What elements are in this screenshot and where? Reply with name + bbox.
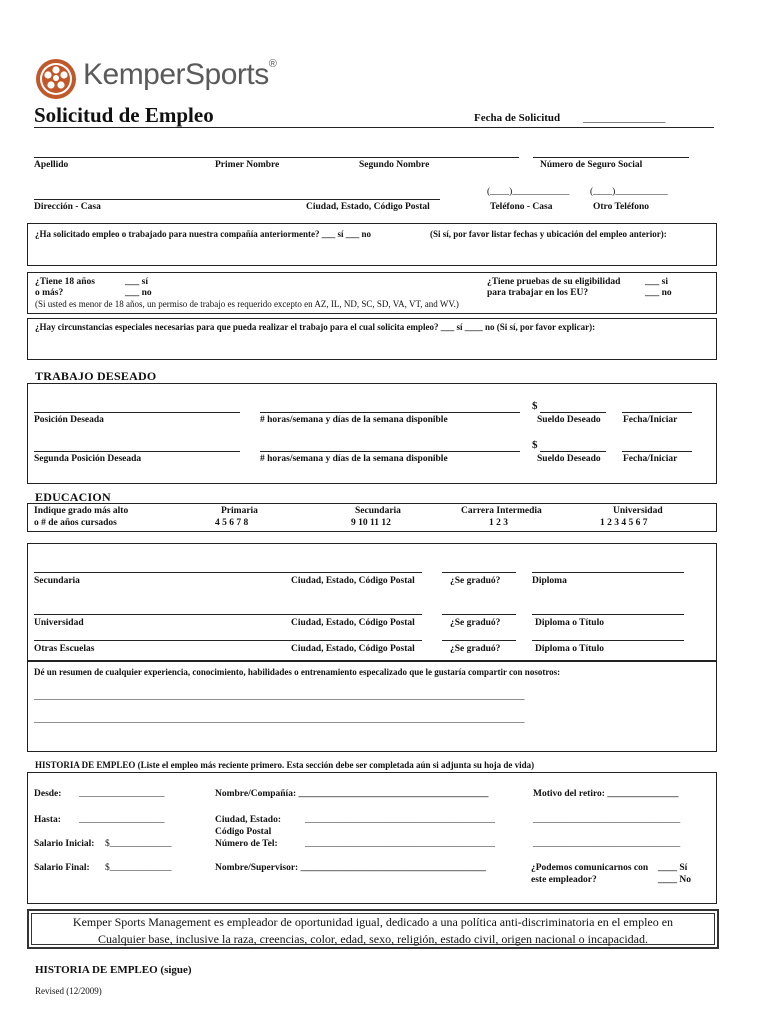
diploma-row3-label: Diploma o Título — [535, 644, 604, 654]
fecha2-label: Fecha/Iniciar — [623, 454, 678, 464]
graduo-row3-label: ¿Se graduó? — [450, 644, 501, 654]
ciudad-estado-field[interactable]: ________________________________________ — [305, 815, 495, 825]
school1-field[interactable] — [34, 572, 422, 573]
page-title: Solicitud de Empleo — [34, 103, 214, 127]
age-question: ¿Tiene 18 años — [35, 277, 96, 287]
ciudad-label: Ciudad, Estado, Código Postal — [306, 202, 430, 212]
other-phone-field[interactable]: (____)___________ — [590, 187, 668, 197]
apellido-label: Apellido — [34, 160, 69, 170]
universidad-label: Universidad — [613, 506, 663, 516]
ssn-field[interactable] — [533, 157, 689, 158]
pos2-field[interactable] — [34, 451, 240, 452]
primaria-options[interactable]: 4 5 6 7 8 — [215, 518, 249, 528]
dollar-sign-2: $ — [532, 439, 538, 451]
grad3-field[interactable] — [442, 640, 516, 641]
fecha1-label: Fecha/Iniciar — [623, 415, 678, 425]
school2-field[interactable] — [34, 614, 422, 615]
carrera-label: Carrera Intermedia — [461, 506, 542, 516]
diploma1-field[interactable] — [532, 572, 684, 573]
diploma-row1-label: Diploma — [532, 576, 567, 586]
salario-inicial-field[interactable]: $_____________ — [105, 839, 172, 849]
indique-label: Indique grado más alto — [34, 506, 129, 516]
date-label: Fecha de Solicitud — [474, 112, 561, 124]
telefono-casa-label: Teléfono - Casa — [490, 202, 553, 212]
ciudad-estado-label: Ciudad, Estado: — [215, 815, 281, 825]
secundaria-options[interactable]: 9 10 11 12 — [351, 518, 391, 528]
eligibility-yes[interactable]: ___ si — [645, 277, 668, 287]
title-divider — [34, 127, 714, 128]
ciudad-row2-label: Ciudad, Estado, Código Postal — [291, 618, 415, 628]
special-question: ¿Hay circunstancias especiales necesarias para que pueda realizar el trabajo para el cual solicita empleo? ___ sí ____ no (Si sí, por favor explicar): — [35, 322, 596, 332]
graduo-row1-label: ¿Se graduó? — [450, 576, 501, 586]
secundaria-row-label: Secundaria — [34, 576, 80, 586]
fecha2-field[interactable] — [622, 451, 692, 452]
eeo-line-1: Kemper Sports Management es empleador de oportunidad igual, dedicado a una política anti-discriminatoria en el empleo en — [72, 915, 674, 929]
numero-tel-field[interactable]: ________________________________________ — [305, 839, 495, 849]
prior-note: (Si sí, por favor listar fechas y ubicación del empleo anterior): — [430, 229, 667, 239]
codigo-postal-label: Código Postal — [215, 827, 272, 837]
historia-heading: HISTORIA DE EMPLEO (Liste el empleo más reciente primero. Esta sección debe ser completada aún si adjunta su hoja de vida) — [35, 760, 535, 770]
eligibility-question: ¿Tiene pruebas de su eligibilidad — [487, 277, 621, 287]
ciudad-row3-label: Ciudad, Estado, Código Postal — [291, 644, 415, 654]
salario-final-label: Salario Final: — [34, 863, 90, 873]
grad2-field[interactable] — [442, 614, 516, 615]
dollar-sign-1: $ — [532, 400, 538, 412]
age-no[interactable]: ___ no — [125, 288, 152, 298]
nombre-compania-field[interactable]: Nombre/Compañía: ________________________________________ — [215, 789, 489, 799]
home-phone-field[interactable]: (____)____________ — [487, 187, 570, 197]
date-field[interactable]: _______________ — [583, 112, 666, 124]
ciudad-row1-label: Ciudad, Estado, Código Postal — [291, 576, 415, 586]
hours2-label: # horas/semana y días de la semana disponible — [260, 454, 448, 464]
eeo-notice — [27, 909, 719, 949]
nombre-supervisor-field[interactable]: Nombre/Supervisor: _______________________________________ — [215, 863, 486, 873]
eeo-line-2: Cualquier base, inclusive la raza, creencias, color, edad, sexo, religión, estado civil, origen nacional o incapacidad. — [98, 932, 648, 946]
revised-note: Revised (12/2009) — [35, 986, 102, 996]
hasta-field[interactable]: __________________ — [79, 815, 165, 825]
address-field[interactable] — [34, 199, 440, 200]
carrera-options[interactable]: 1 2 3 — [489, 518, 508, 528]
eligibility-no[interactable]: ___ no — [645, 288, 672, 298]
pos2-label: Segunda Posición Deseada — [34, 454, 142, 464]
segundo-nombre-label: Segundo Nombre — [359, 160, 430, 170]
direccion-label: Dirección - Casa — [34, 202, 101, 212]
diploma3-field[interactable] — [532, 640, 684, 641]
sueldo2-label: Sueldo Deseado — [537, 454, 601, 464]
hours1-label: # horas/semana y días de la semana disponible — [260, 415, 448, 425]
podemos-no[interactable]: ____ No — [658, 875, 691, 885]
salario-final-field[interactable]: $_____________ — [105, 863, 172, 873]
numero-tel-label: Número de Tel: — [215, 839, 278, 849]
universidad-options[interactable]: 1 2 3 4 5 6 7 — [600, 518, 648, 528]
hours2-field[interactable] — [260, 451, 520, 452]
hasta-label: Hasta: — [34, 815, 61, 825]
brand-name: KemperSports® — [83, 58, 277, 91]
right-blank-1[interactable]: _______________________________ — [533, 815, 681, 825]
school3-field[interactable] — [34, 640, 422, 641]
desde-field[interactable]: __________________ — [79, 789, 165, 799]
age-question-2: o más? — [35, 288, 64, 298]
eligibility-question-2: para trabajar en los EU? — [487, 288, 589, 298]
podemos-question: ¿Podemos comunicarnos con — [531, 863, 649, 873]
age-note: (Si usted es menor de 18 años, un permiso de trabajo es requerido excepto en AZ, IL, ND, SC, SD, VA, VT, and WV.) — [35, 299, 459, 309]
resumen-line-2[interactable]: _____________________________________________________________________________________________________________ — [34, 715, 525, 724]
otras-escuelas-label: Otras Escuelas — [34, 644, 95, 654]
primaria-label: Primaria — [221, 506, 258, 516]
pos1-label: Posición Deseada — [34, 415, 104, 425]
trabajo-box — [27, 383, 717, 484]
secundaria-label: Secundaria — [355, 506, 401, 516]
name-field[interactable] — [34, 157, 519, 158]
podemos-question-2: este empleador? — [531, 875, 597, 885]
podemos-si[interactable]: ____ Sí — [658, 863, 688, 873]
resumen-question: Dé un resumen de cualquier experiencia, conocimiento, habilidades o entrenamiento especalizado que le gustaría compartir con nosotros: — [34, 667, 561, 677]
desde-label: Desde: — [34, 789, 62, 799]
sueldo1-label: Sueldo Deseado — [537, 415, 601, 425]
historia-continued-heading: HISTORIA DE EMPLEO (sigue) — [35, 964, 192, 976]
graduo-row2-label: ¿Se graduó? — [450, 618, 501, 628]
salario-inicial-label: Salario Inicial: — [34, 839, 95, 849]
right-blank-2[interactable]: _______________________________ — [533, 839, 681, 849]
diploma-row2-label: Diploma o Título — [535, 618, 604, 628]
age-yes[interactable]: ___ sí — [125, 277, 148, 287]
trabajo-heading: TRABAJO DESEADO — [35, 369, 157, 383]
pos1-field[interactable] — [34, 412, 240, 413]
diploma2-field[interactable] — [532, 614, 684, 615]
sueldo2-field[interactable] — [540, 451, 606, 452]
ssn-label: Número de Seguro Social — [540, 160, 643, 170]
indique-label-2: o # de años cursados — [34, 518, 117, 528]
grad1-field[interactable] — [442, 572, 516, 573]
sueldo1-field[interactable] — [540, 412, 606, 413]
kempersports-logo-icon — [34, 57, 78, 101]
otro-telefono-label: Otro Teléfono — [593, 202, 650, 212]
resumen-line-1[interactable]: _____________________________________________________________________________________________________________ — [34, 692, 525, 701]
fecha1-field[interactable] — [622, 412, 692, 413]
educacion-heading: EDUCACION — [35, 490, 111, 504]
primer-nombre-label: Primer Nombre — [215, 160, 280, 170]
hours1-field[interactable] — [260, 412, 520, 413]
prior-question: ¿Ha solicitado empleo o trabajado para nuestra compañía anteriormente? ___ sí ___ no — [35, 229, 371, 239]
motivo-field[interactable]: Motivo del retiro: _______________ — [533, 789, 679, 799]
universidad-row-label: Universidad — [34, 618, 84, 628]
